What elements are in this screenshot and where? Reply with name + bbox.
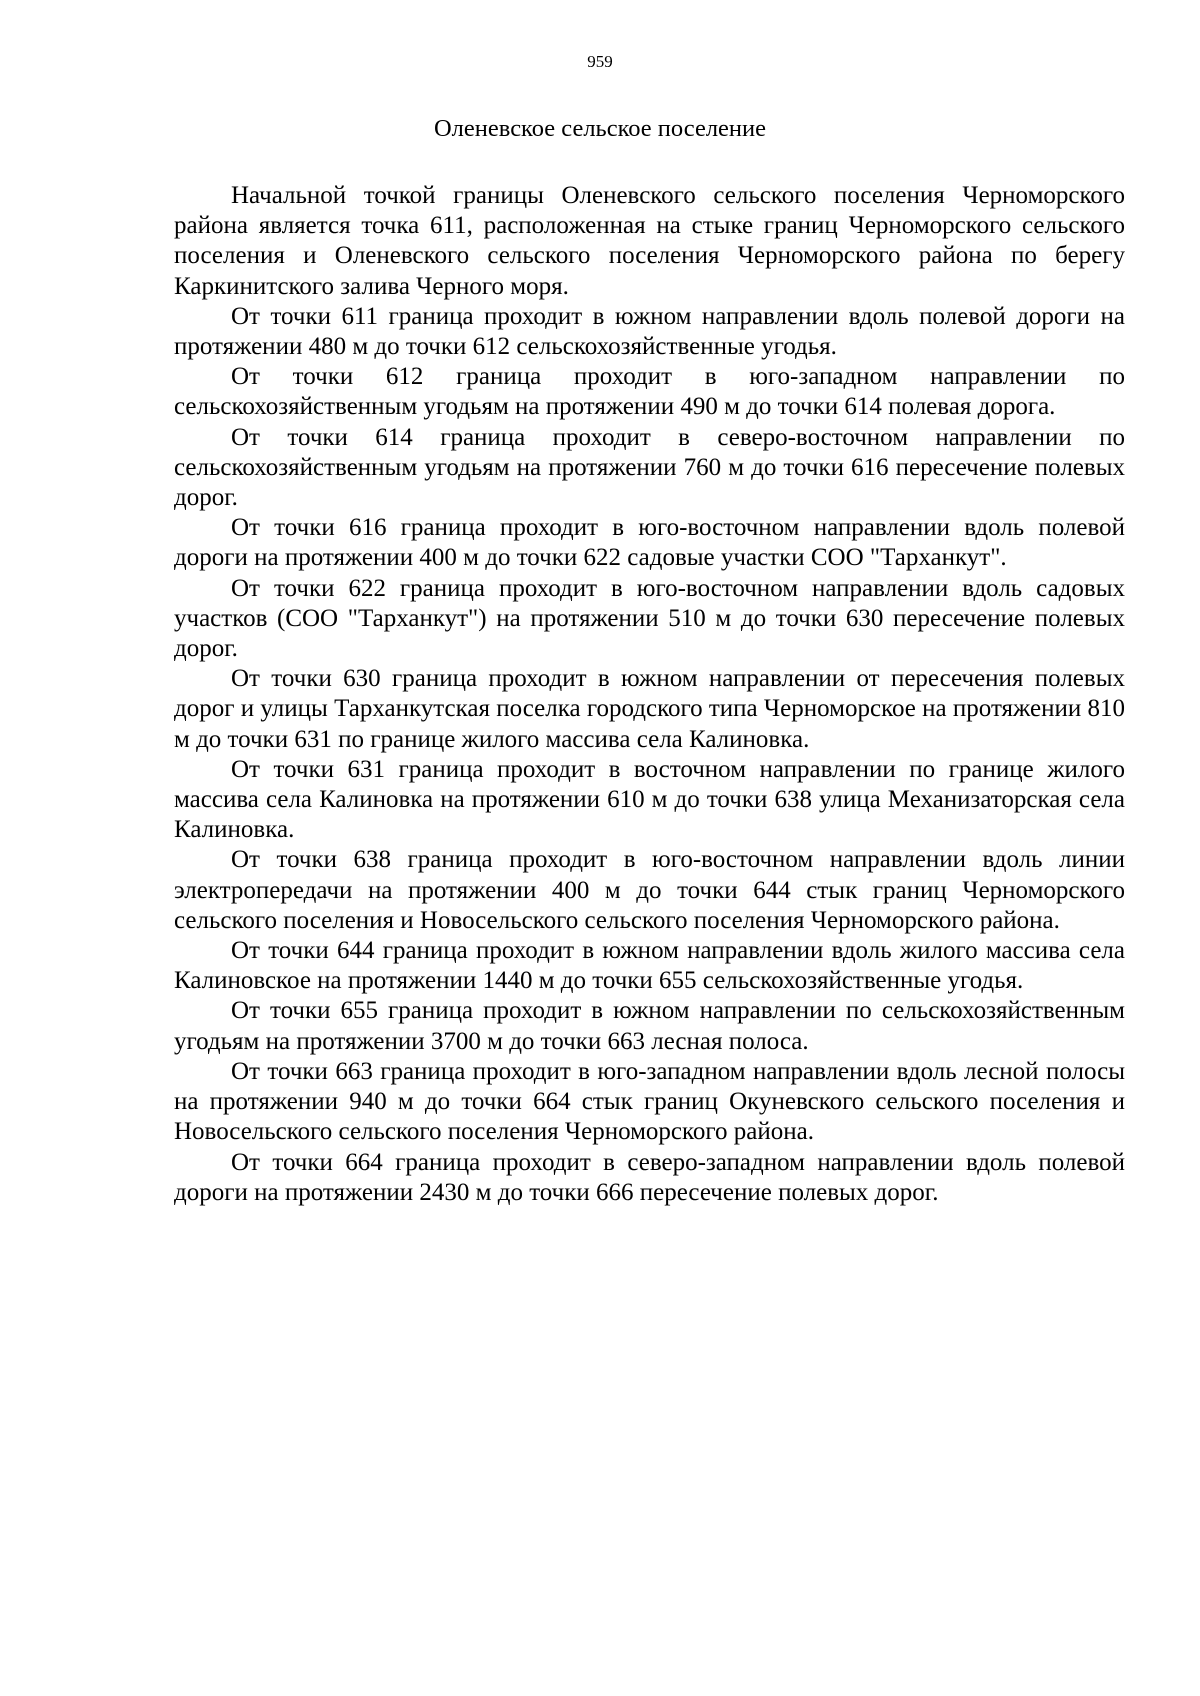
- page-title: Оленевское сельское поселение: [433, 115, 767, 142]
- paragraph: От точки 630 граница проходит в южном направлении от пересечения полевых дорог и улицы Тарханкутская поселка городского типа Черноморское на протяжении 810 м до точки 631 по границе жилого массива села Калиновка.: [174, 665, 1125, 753]
- paragraph: От точки 612 граница проходит в юго-западном направлении по сельскохозяйственным угодьям на протяжении 490 м до точки 614 полевая дорога.: [174, 363, 1125, 421]
- paragraph: Начальной точкой границы Оленевского сельского поселения Черноморского района является точка 611, расположенная на стыке границ Черноморского сельского поселения и Оленевского сельского поселения Черноморского района по берегу Каркинитского залива Черного моря.: [174, 182, 1125, 300]
- paragraph: От точки 631 граница проходит в восточном направлении по границе жилого массива села Калиновка на протяжении 610 м до точки 638 улица Механизаторская села Калиновка.: [174, 755, 1125, 844]
- page-number: 959: [587, 52, 613, 71]
- paragraph: От точки 616 граница проходит в юго-восточном направлении вдоль полевой дороги на протяжении 400 м до точки 622 садовые участки СОО "Тарханкут".: [174, 514, 1125, 572]
- paragraph: От точки 638 граница проходит в юго-восточном направлении вдоль линии электропередачи на протяжении 400 м до точки 644 стык границ Черноморского сельского поселения и Новосельского сельского поселения Черноморского района.: [174, 846, 1125, 934]
- paragraph: От точки 614 граница проходит в северо-восточном направлении по сельскохозяйственным угодьям на протяжении 760 м до точки 616 пересечение полевых дорог.: [174, 423, 1125, 512]
- paragraph: От точки 664 граница проходит в северо-западном направлении вдоль полевой дороги на протяжении 2430 м до точки 666 пересечение полевых дорог.: [174, 1148, 1125, 1206]
- paragraph: От точки 622 граница проходит в юго-восточном направлении вдоль садовых участков (СОО "Тарханкут") на протяжении 510 м до точки 630 пересечение полевых дорог.: [174, 574, 1125, 663]
- paragraph: От точки 611 граница проходит в южном направлении вдоль полевой дороги на протяжении 480 м до точки 612 сельскохозяйственные угодья.: [174, 302, 1125, 361]
- paragraph: От точки 655 граница проходит в южном направлении по сельскохозяйственным угодьям на протяжении 3700 м до точки 663 лесная полоса.: [174, 997, 1125, 1055]
- paragraph: От точки 663 граница проходит в юго-западном направлении вдоль лесной полосы на протяжении 940 м до точки 664 стык границ Окуневского сельского поселения и Новосельского сельского поселения Черноморского района.: [174, 1057, 1125, 1146]
- paragraph: От точки 644 граница проходит в южном направлении вдоль жилого массива села Калиновское на протяжении 1440 м до точки 655 сельскохозяйственные угодья.: [174, 937, 1125, 995]
- document-body: [174, 181, 1125, 1208]
